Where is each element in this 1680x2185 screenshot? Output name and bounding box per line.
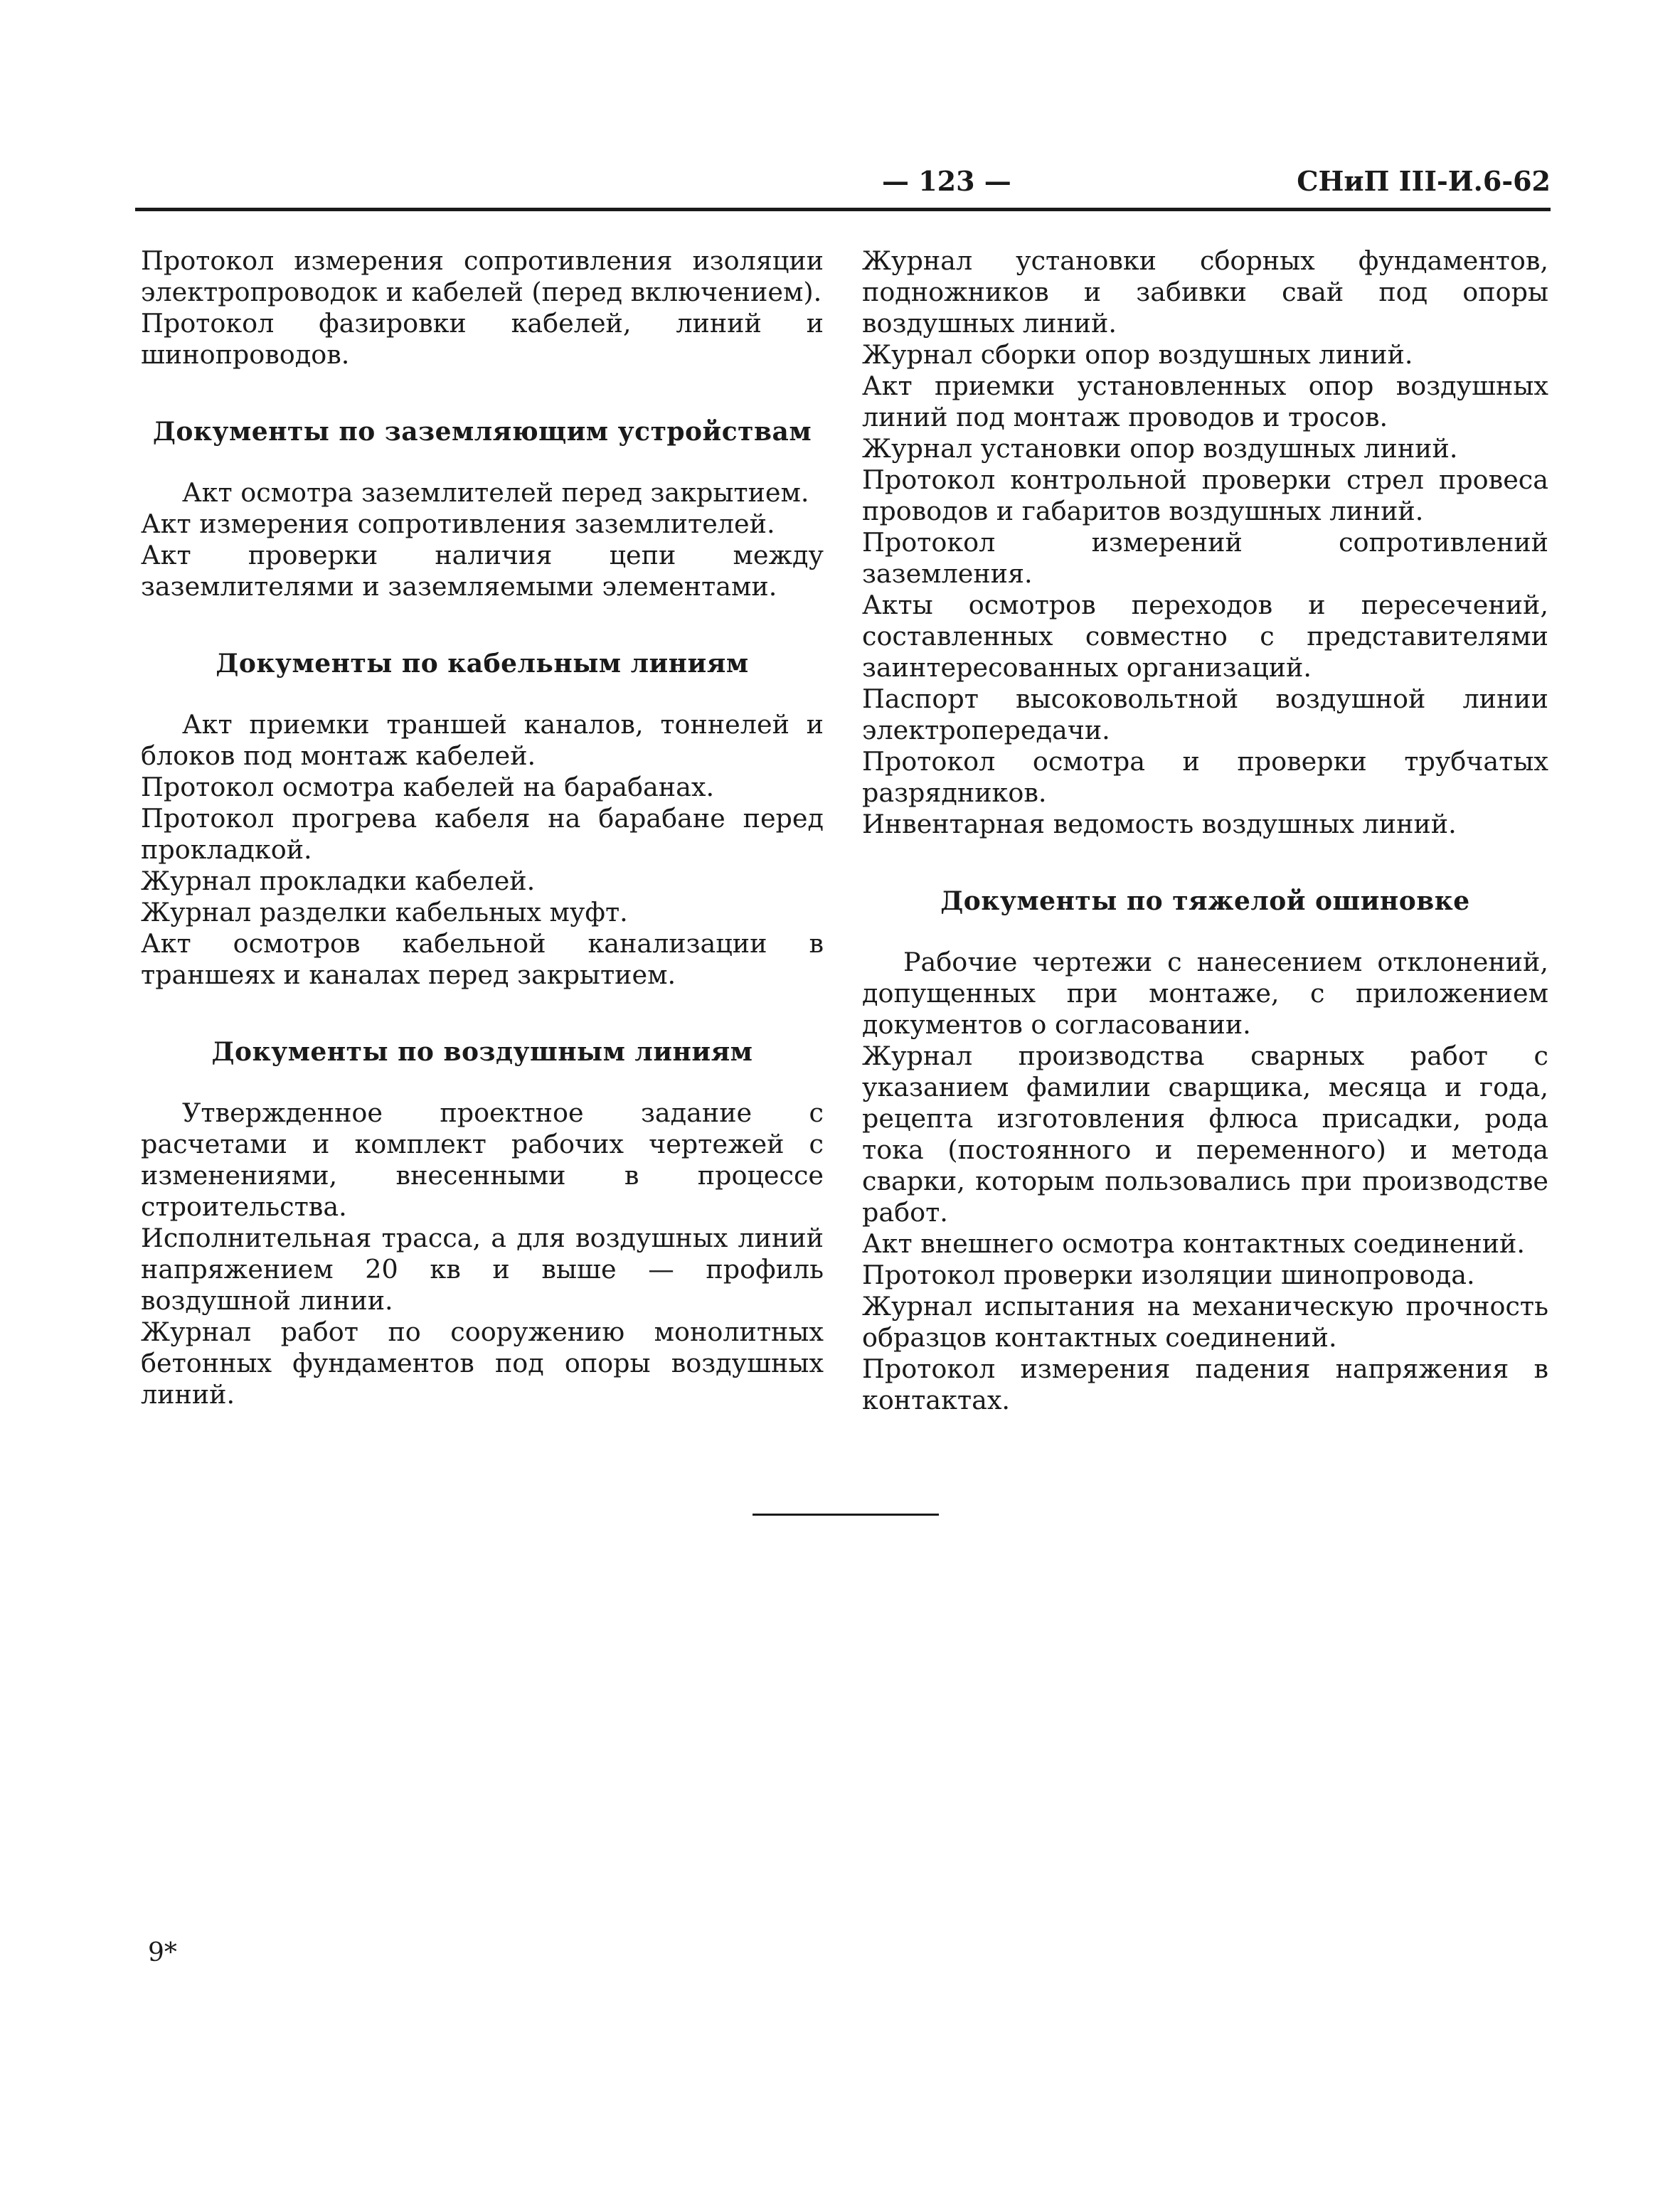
list-item: Журнал установки опор воздушных линий. [862,433,1458,464]
list-item: Акт измерения сопротивления заземлителей. [141,509,775,539]
section-heading-grounding: Документы по заземляющим устройствам [152,417,812,447]
header-rule [135,208,1551,211]
list-item: Акт внешнего осмотра контактных соединений. [862,1228,1525,1259]
list-item: Журнал установки сборных фундаментов, подножников и забивки свай под опоры воздушных линий. [862,245,1548,339]
section-end-rule [753,1514,939,1516]
list-item: Протокол фазировки кабелей, линий и шинопроводов. [141,308,824,370]
left-column [141,245,824,1410]
list-item: Протокол осмотра кабелей на барабанах. [141,772,715,802]
list-item: Акт приемки установленных опор воздушных линий под монтаж проводов и тросов. [862,371,1548,432]
list-item: Протокол контрольной проверки стрел провеса проводов и габаритов воздушных линий. [862,464,1548,526]
section-heading-heavy-busbars: Документы по тяжелой ошиновке [940,886,1470,916]
list-item: Журнал испытания на механическую прочность образцов контактных соединений. [862,1291,1548,1353]
list-item: Рабочие чертежи с нанесением отклонений, допущенных при монтаже, с приложением документов о согласовании. [862,947,1548,1040]
list-item: Протокол осмотра и проверки трубчатых разрядников. [862,746,1548,808]
section-heading-cable-lines: Документы по кабельным линиям [216,649,749,679]
list-item: Журнал производства сварных работ с указанием фамилии сварщика, месяца и года, рецепта изготовления флюса присадки, рода тока (постоянного и переменного) и метода сварки, которым пользовались при производстве работ. [862,1041,1548,1228]
document-code: СНиП III-И.6-62 [1297,165,1551,197]
list-item: Протокол измерений сопротивлений заземления. [862,527,1548,589]
page-header [135,165,1551,208]
list-item: Акт осмотра заземлителей перед закрытием. [182,477,809,508]
list-item: Акты осмотров переходов и пересечений, составленных совместно с представителями заинтересованных организаций. [862,590,1548,683]
list-item: Исполнительная трасса, а для воздушных линий напряжением 20 кв и выше — профиль воздушной линии. [141,1223,824,1316]
list-item: Журнал сборки опор воздушных линий. [862,339,1413,370]
right-column [862,245,1548,1416]
list-item: Акт осмотров кабельной канализации в траншеях и каналах перед закрытием. [141,928,824,990]
list-item: Журнал прокладки кабелей. [141,866,536,896]
list-item: Протокол прогрева кабеля на барабане перед прокладкой. [141,803,824,865]
page-number: — 123 — [882,165,1011,197]
list-item: Протокол проверки изоляции шинопровода. [862,1260,1475,1290]
list-item: Утвержденное проектное задание с расчетами и комплект рабочих чертежей с изменениями, внесенными в процессе строительства. [141,1097,824,1222]
list-item: Протокол измерения падения напряжения в контактах. [862,1354,1548,1415]
list-item: Журнал работ по сооружению монолитных бетонных фундаментов под опоры воздушных линий. [141,1317,824,1410]
list-item: Инвентарная ведомость воздушных линий. [862,809,1457,839]
list-item: Протокол измерения сопротивления изоляции электропроводок и кабелей (перед включением). [141,245,824,307]
section-heading-overhead-lines: Документы по воздушным линиям [211,1037,753,1067]
list-item: Акт приемки траншей каналов, тоннелей и блоков под монтаж кабелей. [141,709,824,771]
signature-mark: 9* [148,1938,177,1967]
list-item: Акт проверки наличия цепи между заземлителями и заземляемыми элементами. [141,540,824,602]
list-item: Паспорт высоковольтной воздушной линии электропередачи. [862,684,1548,745]
list-item: Журнал разделки кабельных муфт. [141,897,628,927]
